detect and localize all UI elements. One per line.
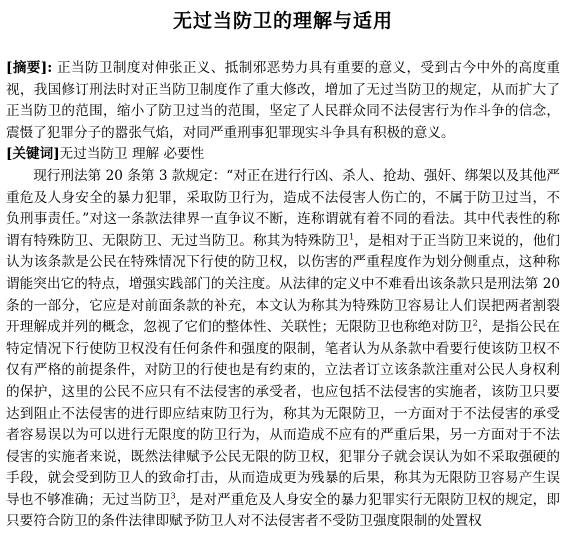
footnote-ref-2[interactable]: 2 [472,318,478,328]
document-body [6,58,560,533]
keywords-text: 无过当防卫 理解 必要性 [59,146,205,163]
body-text-part-4: ，是对严重危及人身安全的暴力犯罪实行无限防卫权的规定，即只要符合防卫的条件法律即赋予防卫人对不法侵害者不受防卫强度限制的处置权 [6,491,560,530]
document-title: 无过当防卫的理解与适用 [172,10,393,32]
abstract-text: 正当防卫制度对伸张正义、抵制邪恶势力具有重要的意义，受到古今中外的高度重视，我国修订刑法时对正当防卫制度作了重大修改，增加了无过当防卫的规定，从而扩大了正当防卫的范围，缩小了防卫过当的范围，坚定了人民群众同不法侵害行为作斗争的信念，震慑了犯罪分子的嚣张气焰，对同严重刑事犯罪现实斗争具有积极的意义。 [6,60,560,141]
body-paragraph [6,166,560,533]
body-text-part-3: ，是指公民在特定情况下行使防卫权没有任何条件和强度的限制，笔者认为从条款中看要行使该防卫权不仅有严格的前提条件，对防卫的行使也是有约束的，立法者订立该条款注重对公民人身权利的保护，这里的公民不应只有不法侵害的承受者，也应包括不法侵害的实施者，该防卫只要达到阻止不法侵害的进行即应结束防卫行为，称其为无限防卫，一方面对于不法侵害的承受者容易误以为可以进行无限度的防卫行为，从而造成不应有的严重后果，另一方面对于不法侵害的实施者来说，既然法律赋予公民无限的防卫权，犯罪分子就会误认为如不采取强硬的手段，就会受到防卫人的致命打击，从而造成更为残暴的后果，称其为无限防卫容易产生误导也不够准确；无过当防卫 [6,319,561,508]
body-text-part-1: 现行刑法第 20 条第 3 款规定：“对正在进行行凶、杀人、抢劫、强奸、绑架以及其他严重危及人身安全的暴力犯罪，采取防卫行为，造成不法侵害人伤亡的，不属于防卫过当，不负刑事责任。”对这一条款法律界一直争议不断，连称谓就有着不同的看法。其中代表性的称谓有特殊防卫、无限防卫、无过当防卫。称其为特殊防卫 [6,167,560,249]
abstract-label: [摘要]: [6,60,53,76]
abstract [6,58,560,144]
footnote-ref-3[interactable]: 3 [170,491,176,501]
footnote-ref-1[interactable]: 1 [349,232,355,242]
keywords-label: [关键词] [6,146,60,163]
body-text-part-2: ，是相对于正当防卫来说的，他们认为该条款是公民在特殊情况下行使的防卫权，以伤害的严重程度作为划分侧重点，这种称谓能突出它的特点，增强实践部门的关注度。从法律的定义中不难看出该条款只是刑法第 20 条的一部分，它应是对前面条款的补充，本文认为称其为特殊防卫容易让人们误把两者割裂开理解成并列的概念，忽视了它们的整体性、关联性；无限防卫也称绝对防卫 [6,232,561,336]
keywords [6,144,560,166]
